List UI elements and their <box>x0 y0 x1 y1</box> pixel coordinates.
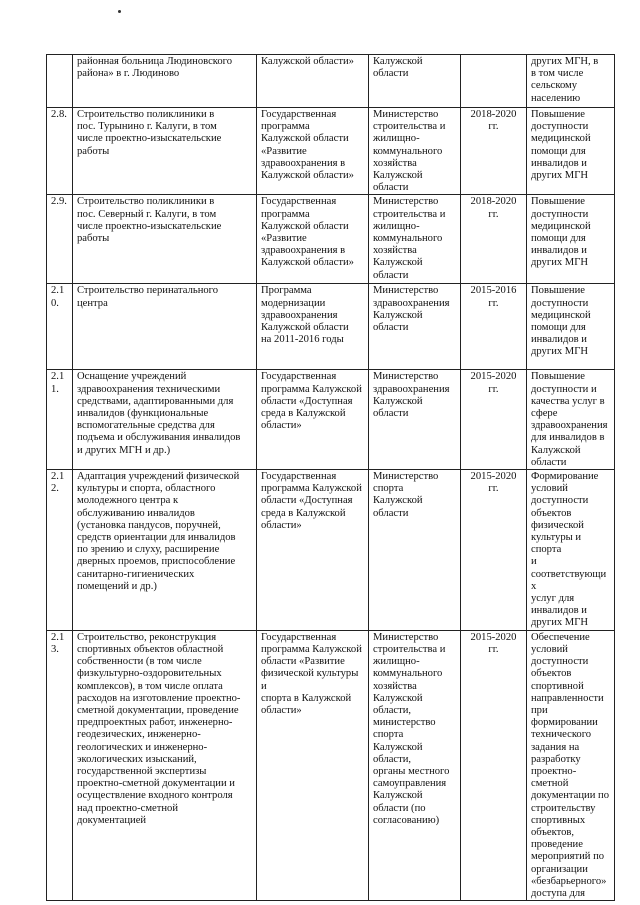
period: 2015-2020 гг. <box>461 370 527 470</box>
table-row <box>47 195 615 284</box>
program-name: Государственная программа Калужской области «Развитие здравоохранения в Калужской области» <box>257 108 369 195</box>
measure-name: Оснащение учреждений здравоохранения техническими средствами, адаптированными для инвалидов (функциональные вспомогательные средства для подъема и обслуживания инвалидов и других МГН и др.) <box>73 370 257 470</box>
program-name: Калужской области» <box>257 55 369 108</box>
program-name: Государственная программа Калужской области «Доступная среда в Калужской области» <box>257 370 369 470</box>
executor: Министерство здравоохранения Калужской области <box>369 370 461 470</box>
measure-name: Строительство, реконструкция спортивных объектов областной собственности (в том числе физкультурно-оздоровительных комплексов), в том числе оплата расходов на изготовление проектно- сметной документации, проведение предпроектных работ, инженерно- геодезических, инженерно- геологических и инженерно- экологических изысканий, государственной экспертизы проектно-сметной документации и осуществление входного контроля над проектно-сметной документацией <box>73 630 257 900</box>
table-body <box>47 55 615 901</box>
table-row <box>47 370 615 470</box>
table-row <box>47 470 615 631</box>
program-name: Государственная программа Калужской области «Доступная среда в Калужской области» <box>257 470 369 631</box>
expected-result: Повышение доступности медицинской помощи для инвалидов и других МГН <box>527 195 615 284</box>
executor: Министерство здравоохранения Калужской области <box>369 284 461 370</box>
table-row <box>47 284 615 370</box>
expected-result: Повышение доступности и качества услуг в сфере здравоохранения для инвалидов в Калужской области <box>527 370 615 470</box>
executor: Калужской области <box>369 55 461 108</box>
period: 2015-2016 гг. <box>461 284 527 370</box>
row-number: 2.9. <box>47 195 73 284</box>
table-row <box>47 630 615 900</box>
row-number: 2.13. <box>47 630 73 900</box>
expected-result: Повышение доступности медицинской помощи для инвалидов и других МГН <box>527 284 615 370</box>
expected-result: других МГН, в в том числе сельскому населению <box>527 55 615 108</box>
row-number: 2.10. <box>47 284 73 370</box>
expected-result: Обеспечение условий доступности объектов спортивной направленности при формировании технического задания на разработку проектно-сметной документации по строительству спортивных объектов, проведение мероприятий по организации «безбарьерного» доступа для <box>527 630 615 900</box>
executor: Министерство спорта Калужской области <box>369 470 461 631</box>
executor: Министерство строительства и жилищно- коммунального хозяйства Калужской области, министерство спорта Калужской области, органы местного самоуправления Калужской области (по согласованию) <box>369 630 461 900</box>
measures-table <box>46 54 615 901</box>
measure-name: Строительство поликлиники в пос. Северный г. Калуги, в том числе проектно-изыскательские работы <box>73 195 257 284</box>
table-row <box>47 108 615 195</box>
period: 2018-2020 гг. <box>461 108 527 195</box>
row-number: 2.12. <box>47 470 73 631</box>
measure-name: районная больница Людиновского района» в г. Людиново <box>73 55 257 108</box>
period: 2015-2020 гг. <box>461 630 527 900</box>
row-number: 2.11. <box>47 370 73 470</box>
period <box>461 55 527 108</box>
program-name: Государственная программа Калужской области «Развитие физической культуры и спорта в Калужской области» <box>257 630 369 900</box>
program-name: Государственная программа Калужской области «Развитие здравоохранения в Калужской области» <box>257 195 369 284</box>
measure-name: Строительство перинатального центра <box>73 284 257 370</box>
measure-name: Строительство поликлиники в пос. Турынино г. Калуги, в том числе проектно-изыскательские работы <box>73 108 257 195</box>
expected-result: Повышение доступности медицинской помощи для инвалидов и других МГН <box>527 108 615 195</box>
expected-result: Формирование условий доступности объектов физической культуры и спорта и соответствующих услуг для инвалидов и других МГН <box>527 470 615 631</box>
scan-speck <box>118 10 121 13</box>
table-row <box>47 55 615 108</box>
program-name: Программа модернизации здравоохранения Калужской области на 2011-2016 годы <box>257 284 369 370</box>
executor: Министерство строительства и жилищно- коммунального хозяйства Калужской области <box>369 195 461 284</box>
row-number: 2.8. <box>47 108 73 195</box>
period: 2018-2020 гг. <box>461 195 527 284</box>
row-number <box>47 55 73 108</box>
period: 2015-2020 гг. <box>461 470 527 631</box>
measure-name: Адаптация учреждений физической культуры и спорта, областного молодежного центра к обслуживанию инвалидов (установка пандусов, поручней, средств ориентации для инвалидов по зрению и слуху, расширение дверных проемов, приспособление санитарно-гигиенических помещений и др.) <box>73 470 257 631</box>
executor: Министерство строительства и жилищно- коммунального хозяйства Калужской области <box>369 108 461 195</box>
